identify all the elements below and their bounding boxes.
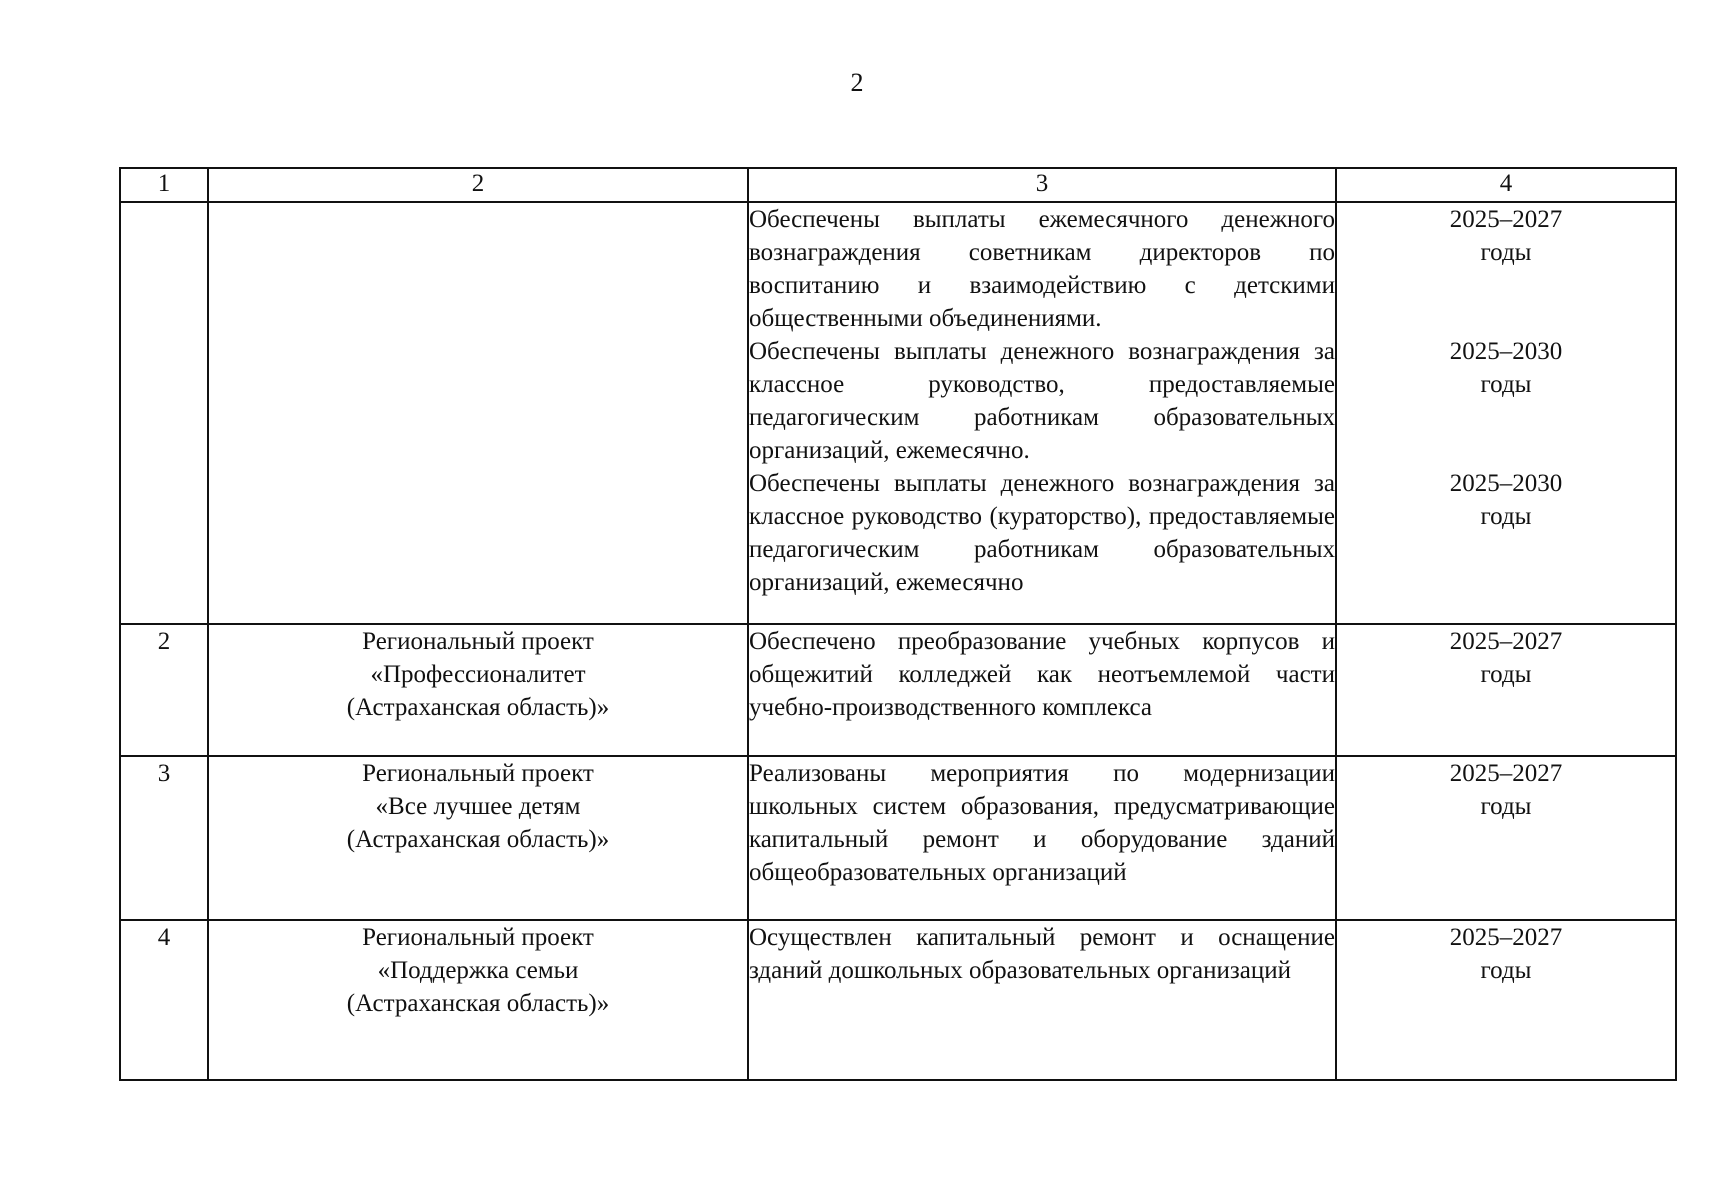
projects-table — [119, 167, 1677, 1081]
results-cell — [748, 202, 1336, 624]
table-row — [120, 920, 1676, 1080]
periods-cell — [1336, 202, 1676, 624]
project-name-cell — [208, 920, 748, 1080]
periods-cell — [1336, 920, 1676, 1080]
period-unit: годы — [1480, 371, 1532, 398]
period — [1406, 467, 1606, 533]
results-cell — [748, 756, 1336, 920]
row-number: 2 — [120, 624, 208, 756]
project-name-line: (Астраханская область)» — [346, 990, 610, 1017]
periods-cell — [1336, 756, 1676, 920]
project-name-line: (Астраханская область)» — [346, 694, 610, 721]
table-row — [120, 624, 1676, 756]
result-text: Обеспечены выплаты денежного вознаграждения за классное руководство (кураторство), предоставляемые педагогическим работникам образовательных организаций, ежемесячно — [749, 470, 1335, 596]
table-row — [120, 202, 1676, 624]
period-unit: годы — [1480, 793, 1532, 820]
project-name-cell — [208, 624, 748, 756]
project-name-line: «Поддержка семьи — [377, 957, 579, 984]
period-years: 2025–2027 — [1449, 206, 1563, 233]
result-text: Обеспечено преобразование учебных корпусов и общежитий колледжей как неотъемлемой части учебно-производственного комплекса — [749, 628, 1335, 721]
period — [1406, 335, 1606, 467]
project-name-line: Региональный проект — [362, 628, 594, 655]
result-text: Обеспечены выплаты денежного вознаграждения за классное руководство, предоставляемые педагогическим работникам образовательных организаций, ежемесячно. — [749, 338, 1335, 464]
period-years: 2025–2027 — [1449, 760, 1563, 787]
row-number — [120, 202, 208, 624]
period-unit: годы — [1480, 661, 1532, 688]
row-number: 4 — [120, 920, 208, 1080]
project-name-line: Региональный проект — [362, 924, 594, 951]
period — [1406, 625, 1606, 691]
project-name-cell — [208, 202, 748, 624]
result-text: Реализованы мероприятия по модернизации школьных систем образования, предусматривающие капитальный ремонт и оборудование зданий общеобразовательных организаций — [749, 760, 1335, 886]
column-header-1: 1 — [120, 168, 208, 202]
project-name-line: Региональный проект — [362, 760, 594, 787]
period-unit: годы — [1480, 957, 1532, 984]
table-header-row — [120, 168, 1676, 202]
period-years: 2025–2027 — [1449, 924, 1563, 951]
results-cell — [748, 624, 1336, 756]
results-cell — [748, 920, 1336, 1080]
project-name-cell — [208, 756, 748, 920]
result-text: Осуществлен капитальный ремонт и оснащение зданий дошкольных образовательных организаций — [749, 924, 1335, 984]
period-years: 2025–2030 — [1449, 338, 1563, 365]
project-name-line: «Профессионалитет — [370, 661, 586, 688]
row-number: 3 — [120, 756, 208, 920]
page-number: 2 — [850, 68, 864, 97]
periods-cell — [1336, 624, 1676, 756]
period-unit: годы — [1480, 239, 1532, 266]
column-header-4: 4 — [1336, 168, 1676, 202]
project-name-line: (Астраханская область)» — [346, 826, 610, 853]
project-name-line: «Все лучшее детям — [375, 793, 581, 820]
period-years: 2025–2030 — [1449, 470, 1563, 497]
period-unit: годы — [1480, 503, 1532, 530]
period — [1406, 203, 1606, 335]
table-row — [120, 756, 1676, 920]
column-header-3: 3 — [748, 168, 1336, 202]
result-text: Обеспечены выплаты ежемесячного денежного вознаграждения советникам директоров по воспитанию и взаимодействию с детскими общественными объединениями. — [749, 206, 1335, 332]
period — [1406, 757, 1606, 823]
period — [1406, 921, 1606, 987]
period-years: 2025–2027 — [1449, 628, 1563, 655]
column-header-2: 2 — [208, 168, 748, 202]
